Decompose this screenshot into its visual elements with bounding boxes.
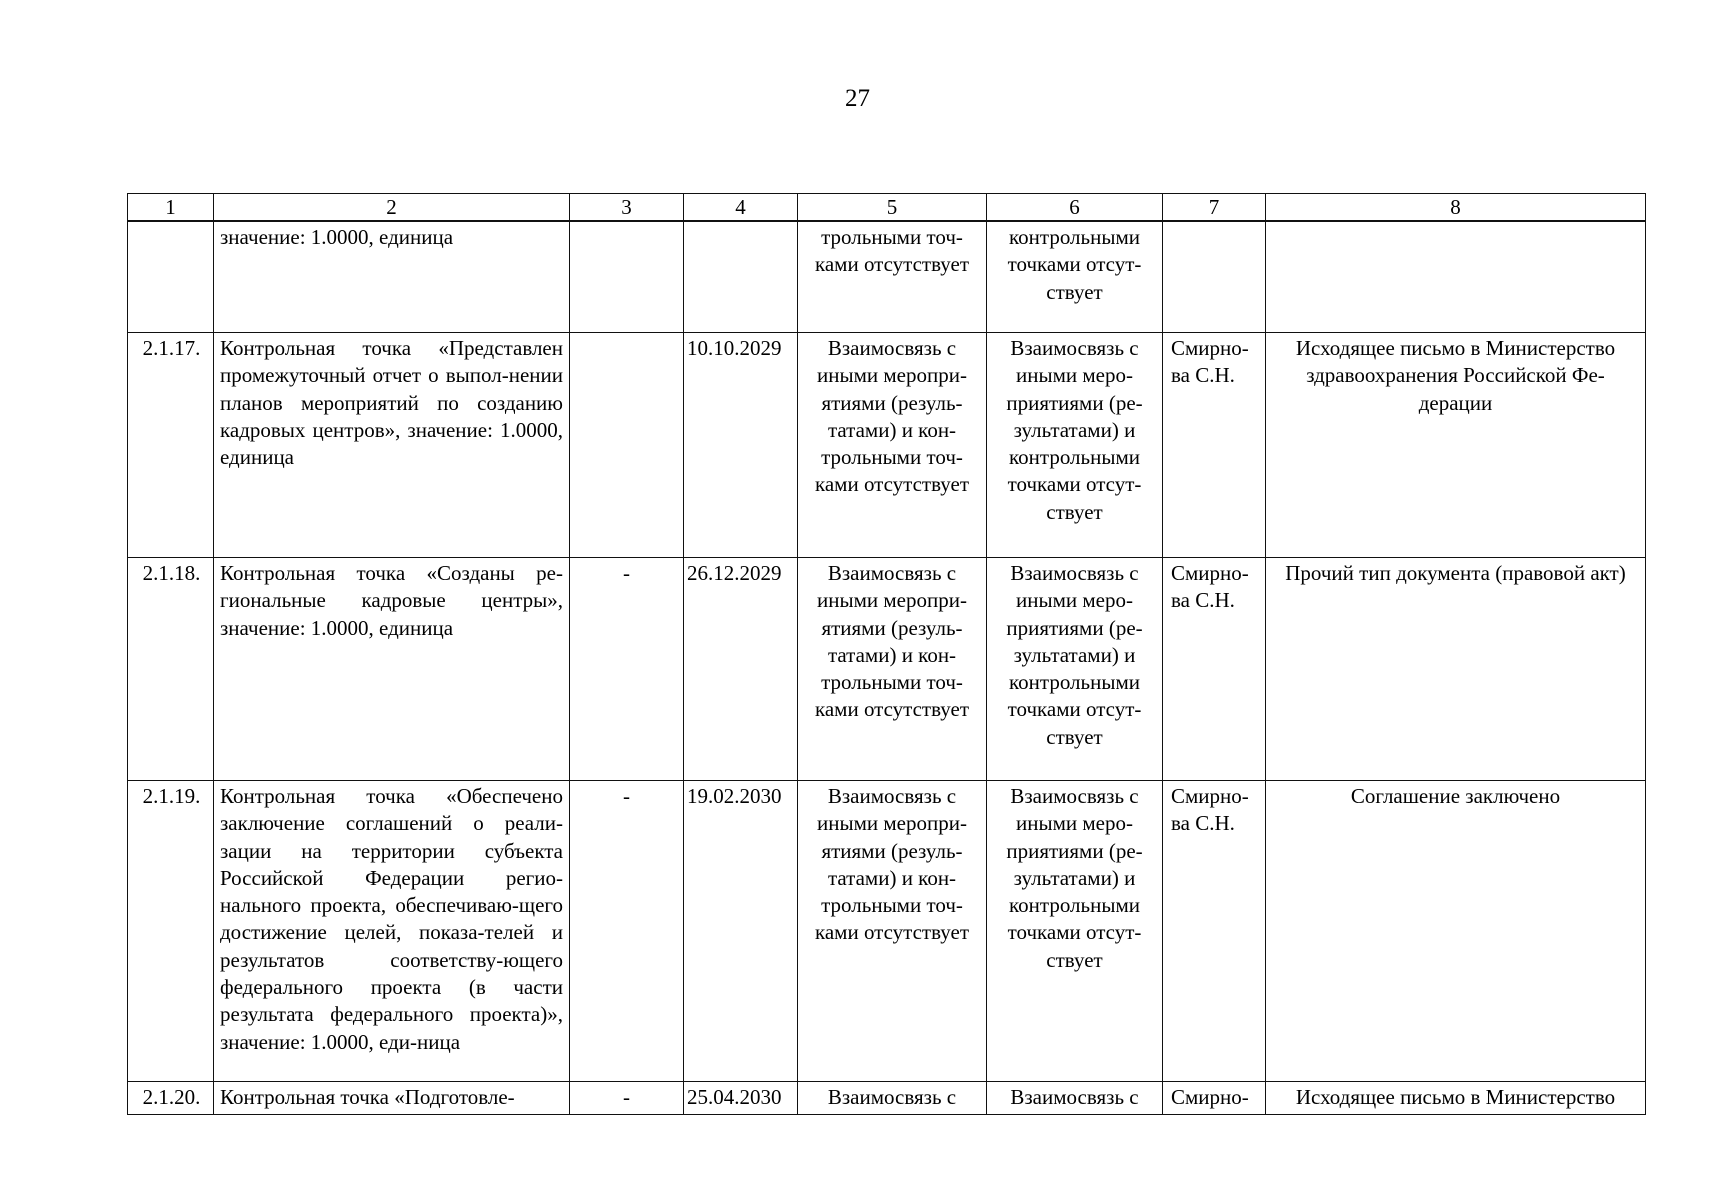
row-date (684, 221, 798, 333)
row-col6: Взаимосвязь с (987, 1082, 1163, 1115)
header-col-1: 1 (128, 194, 214, 222)
row-date: 26.12.2029 (684, 558, 798, 781)
row-responsible: Смирно- ва С.Н. (1163, 333, 1266, 558)
table-row (128, 1082, 1646, 1115)
row-name: Контрольная точка «Подготовле- (214, 1082, 570, 1115)
row-col3: - (570, 1082, 684, 1115)
row-number (128, 221, 214, 333)
row-col5: Взаимосвязь с иными меропри- ятиями (резуль- татами) и кон- трольными точ- ками отсутствует (798, 558, 987, 781)
row-document (1266, 221, 1646, 333)
header-col-4: 4 (684, 194, 798, 222)
table-header-row (128, 194, 1646, 222)
header-col-5: 5 (798, 194, 987, 222)
row-name: Контрольная точка «Созданы ре-гиональные кадровые центры», значение: 1.0000, единица (214, 558, 570, 781)
row-name: Контрольная точка «Представлен промежуточный отчет о выпол-нении планов мероприятий по созданию кадровых центров», значение: 1.0000, единица (214, 333, 570, 558)
row-name: значение: 1.0000, единица (214, 221, 570, 333)
row-responsible: Смирно- ва С.Н. (1163, 558, 1266, 781)
row-col5: трольными точ- ками отсутствует (798, 221, 987, 333)
row-col6: Взаимосвязь с иными меро- приятиями (ре- зультатами) и контрольными точками отсут- ствует (987, 781, 1163, 1082)
row-col3: - (570, 558, 684, 781)
row-number: 2.1.19. (128, 781, 214, 1082)
row-col5: Взаимосвязь с (798, 1082, 987, 1115)
row-responsible (1163, 221, 1266, 333)
row-document: Исходящее письмо в Министерство здравоохранения Российской Фе- дерации (1266, 333, 1646, 558)
row-number: 2.1.20. (128, 1082, 214, 1115)
row-number: 2.1.17. (128, 333, 214, 558)
page-number: 27 (845, 85, 870, 112)
header-col-6: 6 (987, 194, 1163, 222)
row-date: 19.02.2030 (684, 781, 798, 1082)
row-col3 (570, 333, 684, 558)
row-name: Контрольная точка «Обеспечено заключение соглашений о реали-зации на территории субъекта Российской Федерации регио-нального проекта, обеспечиваю-щего достижение целей, показа-телей и результатов соответству-ющего федерального проекта (в части результата федерального проекта)», значение: 1.0000, еди-ница (214, 781, 570, 1082)
header-col-7: 7 (1163, 194, 1266, 222)
table-row (128, 221, 1646, 333)
header-col-3: 3 (570, 194, 684, 222)
control-points-table (127, 193, 1646, 1115)
row-responsible: Смирно- ва С.Н. (1163, 781, 1266, 1082)
row-col3 (570, 221, 684, 333)
table-row (128, 558, 1646, 781)
row-col6: Взаимосвязь с иными меро- приятиями (ре- зультатами) и контрольными точками отсут- ствует (987, 333, 1163, 558)
row-document: Прочий тип документа (правовой акт) (1266, 558, 1646, 781)
header-col-8: 8 (1266, 194, 1646, 222)
row-document: Соглашение заключено (1266, 781, 1646, 1082)
row-document: Исходящее письмо в Министерство (1266, 1082, 1646, 1115)
row-number: 2.1.18. (128, 558, 214, 781)
row-col6: Взаимосвязь с иными меро- приятиями (ре- зультатами) и контрольными точками отсут- ствует (987, 558, 1163, 781)
row-date: 25.04.2030 (684, 1082, 798, 1115)
row-col3: - (570, 781, 684, 1082)
table-row (128, 781, 1646, 1082)
row-col5: Взаимосвязь с иными меропри- ятиями (резуль- татами) и кон- трольными точ- ками отсутствует (798, 781, 987, 1082)
header-col-2: 2 (214, 194, 570, 222)
table-row (128, 333, 1646, 558)
row-responsible: Смирно- (1163, 1082, 1266, 1115)
row-col5: Взаимосвязь с иными меропри- ятиями (резуль- татами) и кон- трольными точ- ками отсутствует (798, 333, 987, 558)
row-date: 10.10.2029 (684, 333, 798, 558)
row-col6: контрольными точками отсут- ствует (987, 221, 1163, 333)
